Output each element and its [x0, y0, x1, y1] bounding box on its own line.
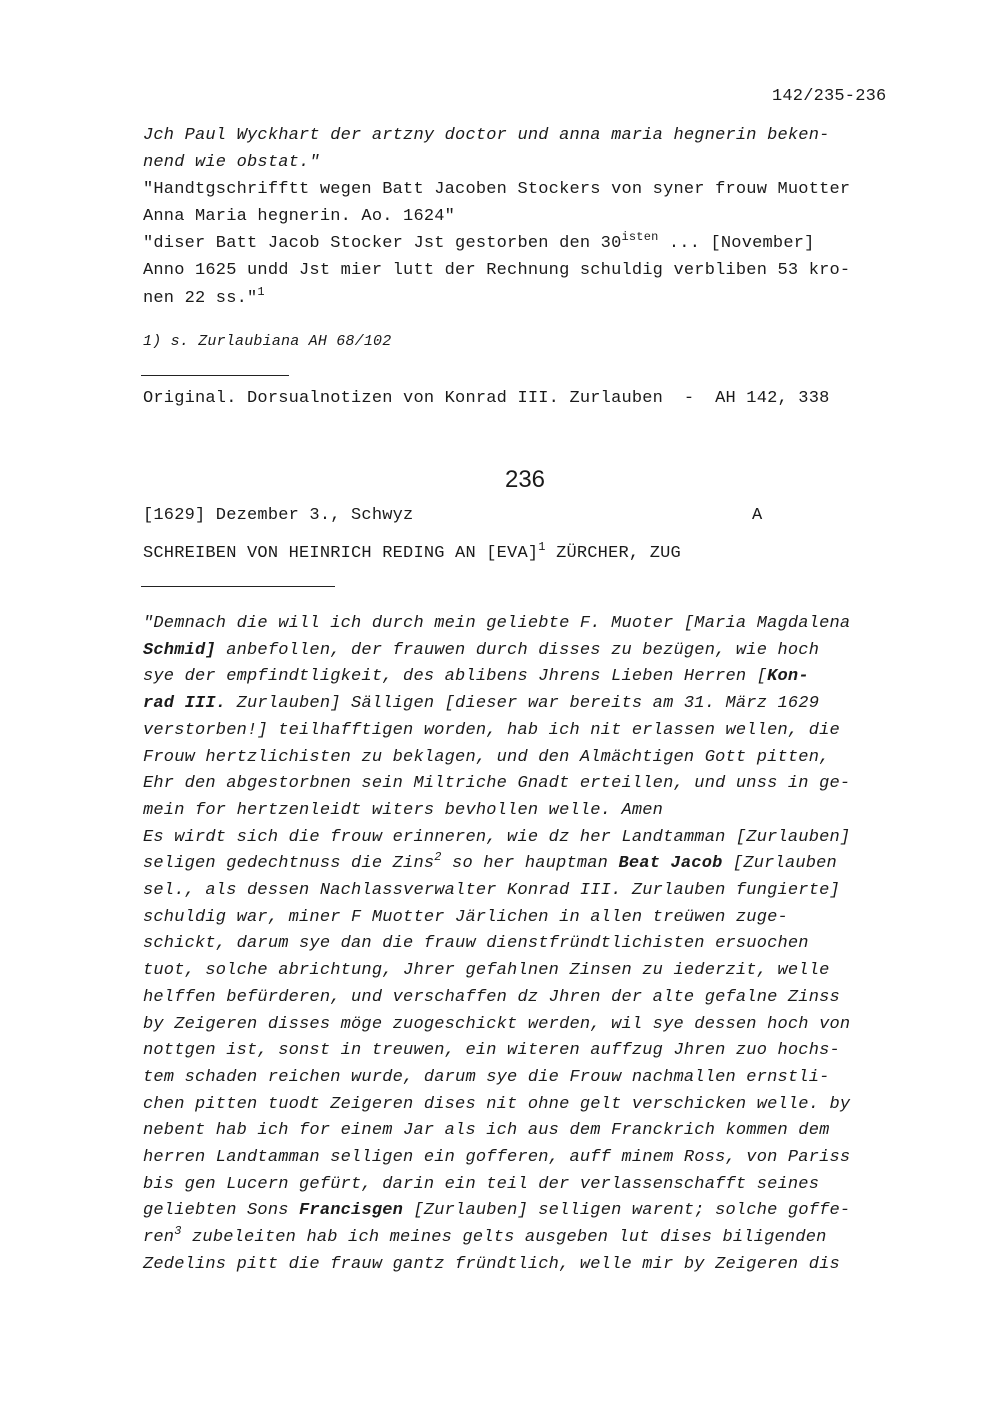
text-run: geliebten Sons — [143, 1201, 300, 1221]
text-run: verstorben!] teilhafftigen worden, hab ich nit erlassen wellen, die — [143, 720, 840, 740]
entry-title-footnote-marker: 1 — [538, 540, 546, 554]
text-run: Zedelins pitt die frauw gantz fründtlich, welle mir by Zeigeren dis — [143, 1254, 840, 1274]
letter-line — [143, 694, 819, 713]
entry-number: 236 — [504, 466, 546, 493]
letter-line — [143, 1041, 840, 1060]
text-run: by Zeigeren disses möge zuogeschickt werden, wil sye dessen hoch von — [143, 1014, 851, 1034]
letter-line — [143, 934, 809, 953]
letter-line — [143, 908, 788, 927]
text-run: Anno 1625 undd Jst mier lutt der Rechnung schuldig verbliben 53 kro- — [143, 261, 851, 280]
source-divider — [141, 375, 289, 376]
text-run: bis gen Lucern gefürt, darin ein teil der verlassenschafft seines — [143, 1174, 820, 1194]
letter-line — [143, 1015, 850, 1034]
footnote-marker: 3 — [174, 1224, 182, 1239]
page-reference: 142/235-236 — [772, 87, 887, 106]
bold-name: Beat Jacob — [618, 854, 723, 874]
text-run: schickt, darum sye dan die frauw dienstfründtlichisten ersuochen — [143, 934, 809, 954]
text-run: "diser Batt Jacob Stocker Jst gestorben den 30 — [143, 234, 622, 253]
text-run: "Demnach die will ich durch mein geliebte F. Muoter [Maria Magdalena — [143, 614, 851, 633]
text-run: nebent hab ich for einem Jar als ich aus dem Franckrich kommen dem — [143, 1121, 830, 1141]
text-run: mein for hertzenleidt witers bevhollen welle. Amen — [143, 800, 664, 820]
letter-line — [143, 961, 830, 980]
prev-entry-line — [143, 261, 850, 280]
text-run: tuot, solche abrichtung, Jhrer gefahlnen Zinsen zu iederzit, welle — [143, 961, 830, 981]
text-run: [Zurlauben — [722, 854, 837, 874]
text-run: Ehr den abgestorbnen sein Miltriche Gnadt erteillen, und unss in ge- — [143, 774, 851, 794]
text-run: Zurlauben] Sälligen [dieser war bereits am 31. März 1629 — [226, 694, 820, 714]
prev-entry-line — [143, 285, 265, 308]
letter-line — [143, 1201, 850, 1220]
source-note: Original. Dorsualnotizen von Konrad III. Zurlauben - AH 142, 338 — [143, 389, 830, 408]
letter-line — [143, 748, 830, 767]
text-run: "Handtgschrifftt wegen Batt Jacoben Stockers von syner frouw Muotter — [143, 180, 851, 199]
footnote-marker: 1 — [257, 285, 265, 299]
letter-line — [143, 774, 850, 793]
prev-entry-line — [143, 230, 815, 253]
entry-title-rest: ZÜRCHER, ZUG — [545, 544, 681, 563]
letter-line — [143, 828, 850, 847]
title-divider — [141, 586, 335, 587]
text-run: sel., als dessen Nachlassverwalter Konrad III. Zurlauben fungierte] — [143, 881, 840, 900]
prev-entry-line — [143, 180, 850, 199]
letter-line — [143, 1068, 830, 1087]
text-run: Es wirdt sich die frouw erinneren, wie dz her Landtamman [Zurlauben] — [143, 827, 851, 847]
text-run: nottgen ist, sonst in treuwen, ein witeren auffzug Jhren zuo hochs- — [143, 1041, 840, 1061]
text-run: chen pitten tuodt Zeigeren dises nit ohne gelt verschicken welle. by — [143, 1094, 851, 1114]
letter-line — [143, 721, 840, 740]
text-run: ... [November] — [658, 234, 815, 253]
letter-line — [143, 801, 663, 820]
letter-line — [143, 1175, 819, 1194]
letter-line — [143, 988, 840, 1007]
entry-title — [143, 540, 681, 563]
letter-line — [143, 1121, 830, 1140]
entry-date-place: [1629] Dezember 3., Schwyz — [143, 506, 414, 525]
text-run: Anna Maria hegnerin. Ao. 1624" — [143, 207, 456, 226]
text-run: so her hauptman — [441, 854, 619, 874]
entry-grade: A — [752, 506, 763, 525]
footnote-marker: 2 — [434, 850, 442, 865]
text-run: Jch Paul Wyckhart der artzny doctor und anna maria hegnerin beken- — [143, 126, 830, 145]
letter-line — [143, 1224, 827, 1248]
prev-entry-line — [143, 153, 320, 172]
footnote: 1) s. Zurlaubiana AH 68/102 — [143, 333, 392, 350]
text-run: nend wie obstat." — [143, 153, 320, 172]
bold-name: rad III. — [143, 694, 227, 714]
text-run: ren — [143, 1228, 175, 1248]
letter-line — [143, 850, 837, 874]
text-run: helffen befürderen, und verschaffen dz Jhren der alte gefalne Zinss — [143, 987, 840, 1007]
letter-line — [143, 1148, 850, 1167]
text-run: tem schaden reichen wurde, darum sye die Frouw nachmallen ernstli- — [143, 1067, 830, 1087]
text-run: herren Landtamman selligen ein gofferen, auff minem Ross, von Pariss — [143, 1148, 851, 1167]
entry-title-main: SCHREIBEN VON HEINRICH REDING AN [EVA] — [143, 544, 539, 563]
text-run: nen 22 ss." — [143, 289, 258, 308]
text-run: zubeleiten hab ich meines gelts ausgeben lut dises biligenden — [181, 1228, 827, 1248]
text-run: schuldig war, miner F Muotter Järlichen in allen treüwen zuge- — [143, 907, 788, 927]
footnote-marker: isten — [621, 230, 659, 244]
text-run: anbefollen, der frauwen durch disses zu bezügen, wie hoch — [215, 640, 820, 660]
letter-line — [143, 881, 840, 900]
text-run: Frouw hertzlichisten zu beklagen, und den Almächtigen Gott pitten, — [143, 747, 830, 767]
letter-line — [143, 614, 850, 633]
text-run: seligen gedechtnuss die Zins — [143, 854, 435, 874]
letter-line — [143, 641, 819, 660]
bold-name: Schmid] — [143, 640, 216, 660]
prev-entry-line — [143, 207, 455, 226]
letter-line — [143, 1095, 850, 1114]
text-run: sye der empfindtligkeit, des ablibens Jhrens Lieben Herren [ — [143, 667, 768, 687]
text-run: [Zurlauben] selligen warent; solche goffe- — [403, 1201, 851, 1221]
letter-line — [143, 1255, 840, 1274]
bold-name: Francisgen — [299, 1201, 404, 1221]
bold-name: Kon- — [767, 667, 809, 687]
prev-entry-line — [143, 126, 830, 145]
letter-line — [143, 667, 809, 686]
